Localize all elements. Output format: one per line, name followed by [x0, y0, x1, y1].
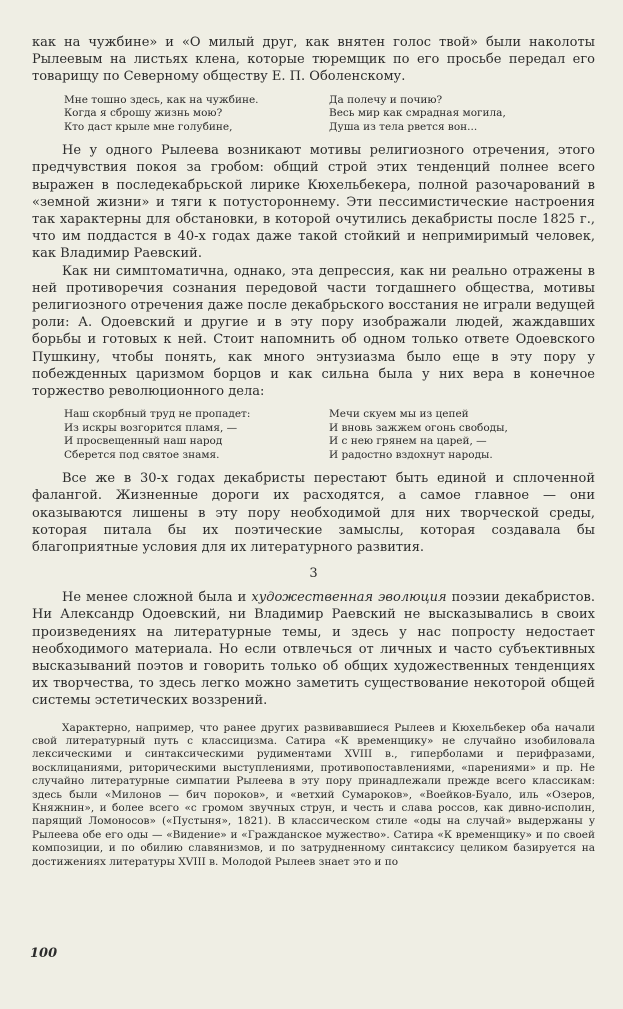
verse-line: Кто даст крыле мне голубине,	[64, 120, 233, 133]
verse-block-2	[64, 408, 595, 462]
verse-line: Весь мир как смрадная могила,	[329, 107, 506, 120]
verse-line: Душа из тела рвется вон...	[329, 120, 478, 133]
verse-line: Да полечу и почию?	[329, 93, 443, 106]
verse-line: И просвещенный наш народ	[64, 435, 223, 448]
paragraph-4: Все же в 30-х годах декабристы перестают быть единой и сплоченной фалангой. Жизненные дороги их расходятся, а самое главное — они оказываются лишены в эту пору необходимой для них творческой среды, которая питала бы их поэтические замыслы, которая создавала бы благоприятные условия для их литературного развития.	[32, 471, 595, 555]
section-number: 3	[309, 566, 318, 582]
verse-1-right	[329, 94, 594, 135]
page-number: 100	[30, 946, 58, 961]
verse-1-left	[64, 94, 329, 135]
paragraph-5-rest: поэзии декабристов. Ни Александр Одоевский, ни Владимир Раевский не высказывались в своих произведениях на литературные темы, и здесь у нас попросту недостает необходимого материала. Но если отвлечься от личных и часто субъективных высказываний поэтов и говорить только об общих художественных тенденциях их творчества, то здесь легко можно заметить существование некоторой общей системы эстетических воззрений.	[32, 590, 595, 709]
paragraph-5-start: Не менее сложной была и	[62, 590, 252, 606]
paragraph-6-small-print: Характерно, например, что ранее других развивавшиеся Рылеев и Кюхельбекер оба начали свой литературный путь с классицизма. Сатира «К временщику» не случайно изобиловала лексическими и синтаксическими рудиментами XVIII в., гиперболами и перифразами, восклицаниями, риторическими выступлениями, противопоставлениями, «парениями» и пр. Не случайно литературные симпатии Рылеева в эту пору принадлежали прежде всего классикам: здесь были «Милонов — бич пороков», и «ветхий Сумароков», «Воейков-Буало, иль «Озеров, Княжнин», и более всего «с громом звучных струн, и честь и слава россов, как дивно-исполин, парящий Ломоносов» («Пустыня», 1821). В классическом стиле «оды на случай» выдержаны у Рылеева обе его оды — «Видение» и «Гражданское мужество». Сатира «К временщику» и по своей композиции, и по обилию славянизмов, и по затрудненному синтаксису целиком базируется на достижениях литературы XVIII в. Молодой Рылеев знает это и по	[32, 721, 595, 868]
verse-line: И радостно вздохнут народы.	[329, 448, 493, 461]
paragraph-1: как на чужбине» и «О милый друг, как внятен голос твой» были наколоты Рылеевым на листьях клена, которые тюремщик по его просьбе передал его товарищу по Северному обществу Е. П. Оболенскому.	[32, 35, 595, 85]
paragraph-3: Как ни симптоматична, однако, эта депрессия, как ни реально отражены в ней противоречия сознания передовой части тогдашнего общества, мотивы религиозного отречения даже после декабрьского восстания не играли ведущей роли: А. Одоевский и другие и в эту пору изображали людей, жаждавших борьбы и готовых к ней. Стоит напомнить об одном только ответе Одоевского Пушкину, чтобы понять, как много энтузиазма было еще в эту пору у побежденных царизмом борцов и как сильна была у них вера в конечное торжество революционного дела:	[32, 263, 595, 399]
verse-line: Наш скорбный труд не пропадет:	[64, 408, 251, 421]
verse-block-1	[64, 94, 595, 135]
verse-line: И вновь зажжем огонь свободы,	[329, 421, 508, 434]
paragraph-2: Не у одного Рылеева возникают мотивы религиозного отречения, этого предчувствия покоя за гробом: общий строй этих тенденций полнее всего выражен в последекабрьской лирике Кюхельбекера, полной разочарований в «земной жизни» и тяги к потустороннему. Эти пессимистические настроения так характерны для обстановки, в которой очутились декабристы после 1825 г., что им поддастся в 40-х годах даже такой стойкий и непримиримый человек, как Владимир Раевский.	[32, 143, 595, 262]
verse-2-right	[329, 408, 594, 462]
verse-line: Мечи скуем мы из цепей	[329, 408, 469, 421]
verse-line: Когда я сброшу жизнь мою?	[64, 107, 223, 120]
verse-line: Мне тошно здесь, как на чужбине.	[64, 93, 259, 106]
paragraph-5	[32, 589, 595, 709]
verse-line: И с нею грянем на царей, —	[329, 435, 487, 448]
verse-2-left	[64, 408, 329, 462]
verse-line: Сберется под святое знамя.	[64, 448, 220, 461]
verse-line: Из искры возгорится пламя, —	[64, 421, 238, 434]
emphasis-phrase: художественная эволюция	[251, 590, 447, 606]
